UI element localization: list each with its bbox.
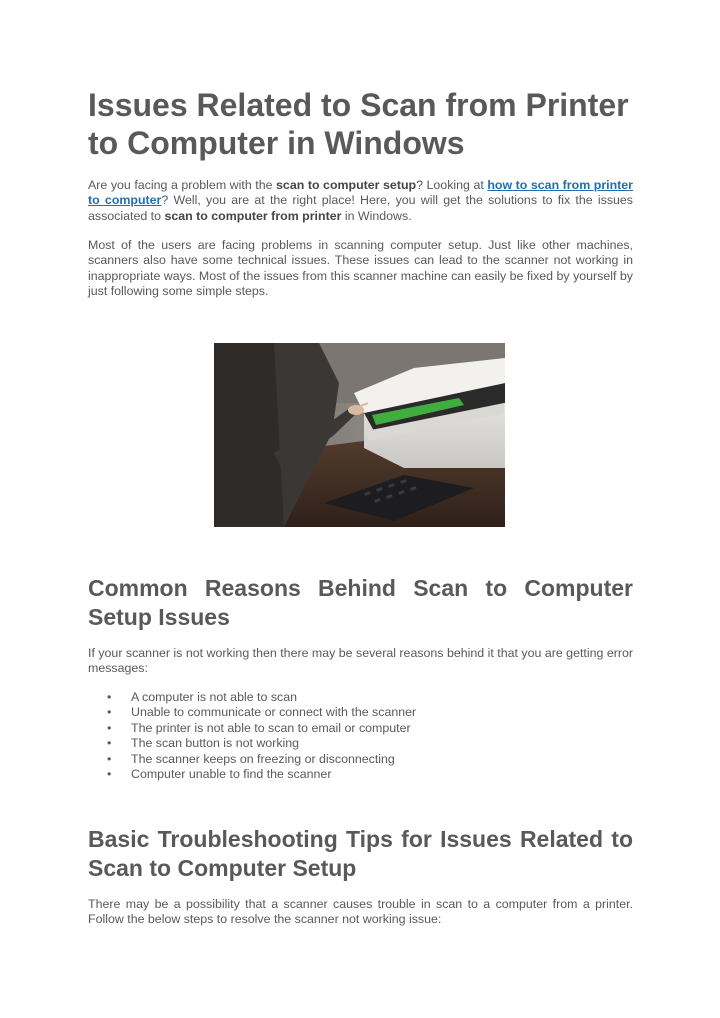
- how-to-scan-link[interactable]: how to scan from printer to computer: [88, 178, 633, 208]
- intro-bold-term: scan to computer from printer: [164, 208, 342, 223]
- intro-text: in Windows.: [341, 208, 412, 223]
- list-item: • Computer unable to find the scanner: [88, 767, 633, 782]
- troubleshooting-intro-paragraph: There may be a possibility that a scanner causes trouble in scan to a computer from a printer. Follow the below steps to resolve the scanner not working issue:: [88, 897, 633, 927]
- reasons-list: [88, 690, 633, 782]
- intro-text: Are you facing a problem with the: [88, 178, 277, 192]
- intro-paragraph-1: [88, 178, 633, 224]
- section-heading-troubleshooting: Basic Troubleshooting Tips for Issues Related to Scan to Computer Setup: [88, 826, 633, 881]
- list-item: • The printer is not able to scan to email or computer: [88, 721, 633, 736]
- intro-text: ? Looking at: [416, 178, 488, 192]
- reasons-intro-paragraph: If your scanner is not working then there may be several reasons behind it that you are getting error messages:: [88, 646, 633, 676]
- list-item: • The scan button is not working: [88, 736, 633, 751]
- intro-bold-term: scan to computer setup: [276, 178, 417, 192]
- list-item: • The scanner keeps on freezing or disconnecting: [88, 752, 633, 767]
- intro-paragraph-2: Most of the users are facing problems in scanning computer setup. Just like other machines, scanners also have some technical issues. These issues can lead to the scanner not working in inappropriate ways. Most of the issues from this scanner machine can easily be fixed by yourself by just following some simple steps.: [88, 238, 633, 299]
- intro-text: ? Well, you are at the right place! Here, you will get the solutions to fix the issues associated to: [88, 193, 634, 223]
- list-item: • A computer is not able to scan: [88, 690, 633, 705]
- section-heading-reasons: Common Reasons Behind Scan to Computer Setup Issues: [88, 575, 633, 630]
- page-title: Issues Related to Scan from Printer to Computer in Windows: [88, 87, 629, 161]
- scanner-photo: [214, 343, 505, 527]
- list-item: • Unable to communicate or connect with the scanner: [88, 705, 633, 720]
